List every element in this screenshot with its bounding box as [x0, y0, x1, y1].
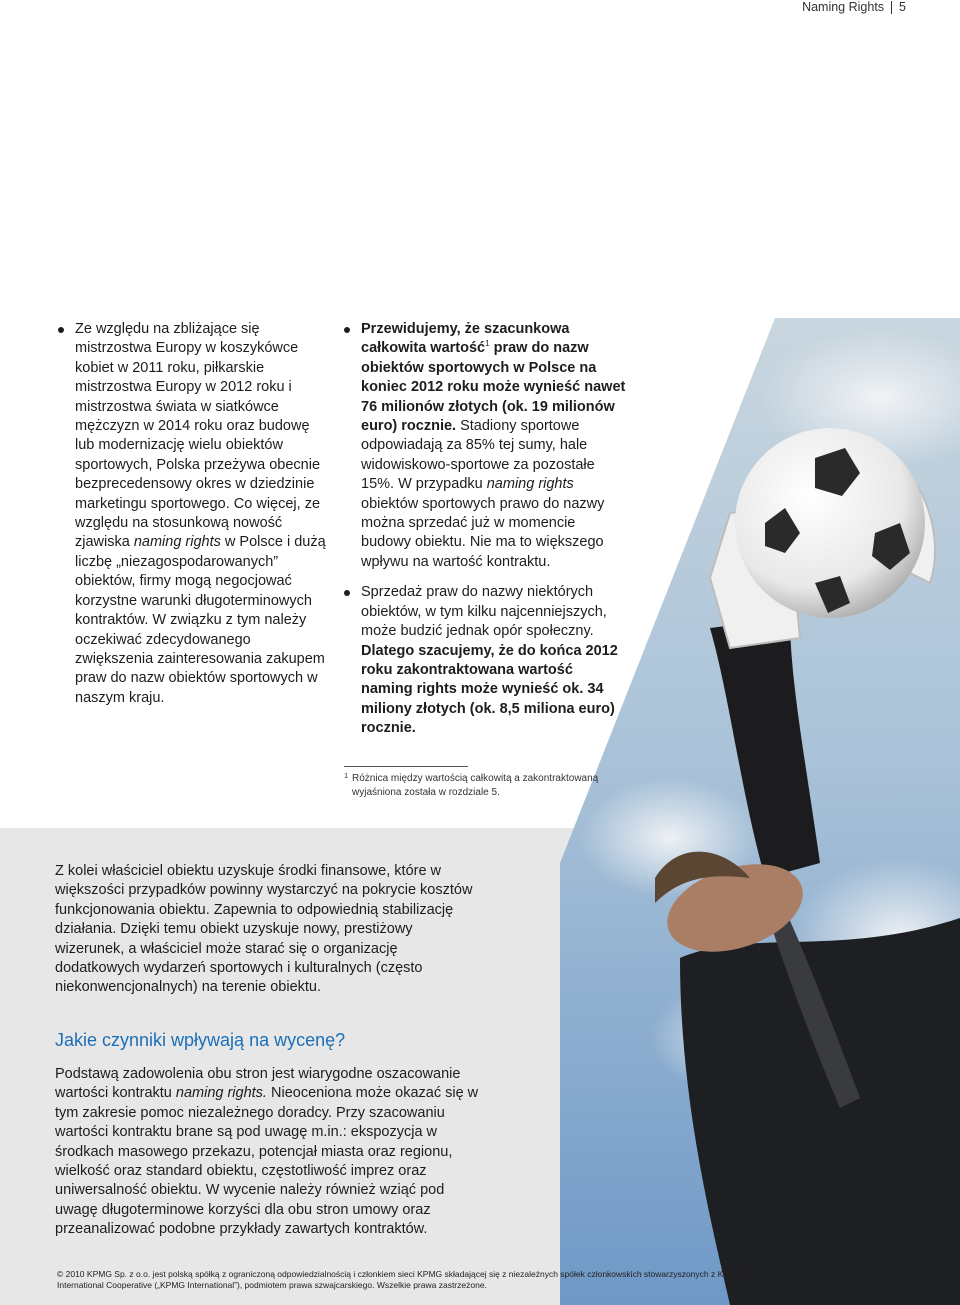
footnote-rule [344, 766, 468, 767]
left-bullet-text-a: Ze względu na zbliżające się mistrzostwa Europy w koszykówce kobiet w 2011 roku, piłkarskie mistrzostwa Europy w 2012 roku i mistrzostwa świata w siatkówce mężczyzn w 2014 roku oraz budowę lub modernizację wielu obiektów sportowych, Polska przeżywa obecnie bezprecedensowy okres w dziedzinie marketingu sportowego. Co więcej, ze względu na stosunkową nowość zjawiska [75, 321, 321, 551]
left-bullet-text-b: w Polsce i dużą liczbę „niezagospodarowanych” obiektów, firmy mogą negocjować korzystne warunki długoterminowych kontraktów. W związku z tym należy oczekiwać zdecydowanego zwiększenia zainteresowania zakupem praw do nazw obiektów sportowych w naszym kraju. [75, 534, 326, 706]
gray-paragraph-2 [55, 1065, 485, 1240]
mid-bullet-item-2 [344, 583, 626, 738]
header-title: Naming Rights [802, 0, 885, 14]
middle-column [344, 320, 626, 750]
mid-bullet1-text-b: obiektów sportowych prawo do nazwy można sprzedać już w momencie budowy obiektu. Nie ma to większego wpływu na wartość kontraktu. [361, 495, 605, 570]
header-divider [891, 1, 892, 14]
left-bullet-italic: naming rights [133, 534, 221, 551]
mid-bullet1-text-a: Stadiony sportowe odpowiadają za 85% tej sumy, hale widowiskowo-sportowe za pozostałe 15%. W przypadku [361, 418, 595, 493]
left-column [58, 320, 330, 719]
page-header [802, 0, 906, 14]
gray-paragraph-2-text-a: Podstawą zadowolenia obu stron jest wiarygodne oszacowanie wartości kontraktu [55, 1066, 461, 1102]
gray-paragraph-2-italic: naming rights. [175, 1085, 267, 1102]
left-bullet-list [58, 320, 330, 708]
mid-bullet-list [344, 320, 626, 739]
footnote [344, 772, 644, 800]
page-number: 5 [899, 0, 906, 14]
gray-paragraph-2-text-b: Nieoceniona może okazać się w tym zakresie pomoc niezależnego doradcy. Przy szacowaniu wartości kontraktu brane są pod uwagę m.in.: ekspozycja w środkach masowego przekazu, potencjał miasta oraz regionu, wielkość oraz standard obiektu, częstotliwość imprez oraz uniwersalność obiektu. W wycenie należy również wziąć pod uwagę długoterminowe korzyści dla obu stron umowy oraz przeanalizować podobne przykłady zawartych kontraktów. [55, 1085, 479, 1238]
mid-bullet1-bold-a: Przewidujemy, że szacunkowa całkowita wartość [361, 321, 570, 357]
mid-bullet2-text: Sprzedaż praw do nazwy niektórych obiektów, w tym kilku najcenniejszych, może budzić jednak opór społeczny. [361, 584, 607, 640]
section-heading: Jakie czynniki wpływają na wycenę? [55, 1030, 346, 1050]
left-bullet-item [58, 320, 330, 708]
footnote-reference: 1 [485, 339, 490, 349]
footnote-text: Różnica między wartością całkowitą a zakontraktowaną wyjaśniona została w rozdziale 5. [352, 773, 599, 798]
mid-bullet1-italic: naming rights [486, 476, 574, 493]
mid-bullet-item-1 [344, 320, 626, 572]
copyright-notice: © 2010 KPMG Sp. z o.o. jest polską spółką z ograniczoną odpowiedzialnością i członkiem sieci KPMG składającej się z niezależnych spółek członkowskich stowarzyszonych z KPMG International Cooperative („KPMG International”), podmiotem prawa szwajcarskiego. Wszelkie prawa zastrzeżone. [57, 1269, 743, 1290]
footnote-number: 1 [344, 771, 349, 780]
mid-bullet2-bold: Dlatego szacujemy, że do końca 2012 roku zakontraktowana wartość naming rights może wynieść ok. 34 miliony złotych (ok. 8,5 miliona euro) rocznie. [361, 642, 618, 737]
gray-paragraph-1: Z kolei właściciel obiektu uzyskuje środki finansowe, które w większości przypadków powinny wystarczyć na pokrycie kosztów funkcjonowania obiektu. Zapewnia to odpowiednią stabilizację działania. Dzięki temu obiekt uzyskuje nowy, prestiżowy wizerunek, a właściciel może starać się o organizację dodatkowych wydarzeń sportowych i kulturalnych (często niekonwencjonalnych) na terenie obiektu. [55, 863, 473, 996]
mid-bullet1-bold-b: praw do nazw obiektów sportowych w Polsce na koniec 2012 roku może wynieść nawet 76 milionów złotych (ok. 19 milionów euro) rocznie. [361, 340, 626, 435]
